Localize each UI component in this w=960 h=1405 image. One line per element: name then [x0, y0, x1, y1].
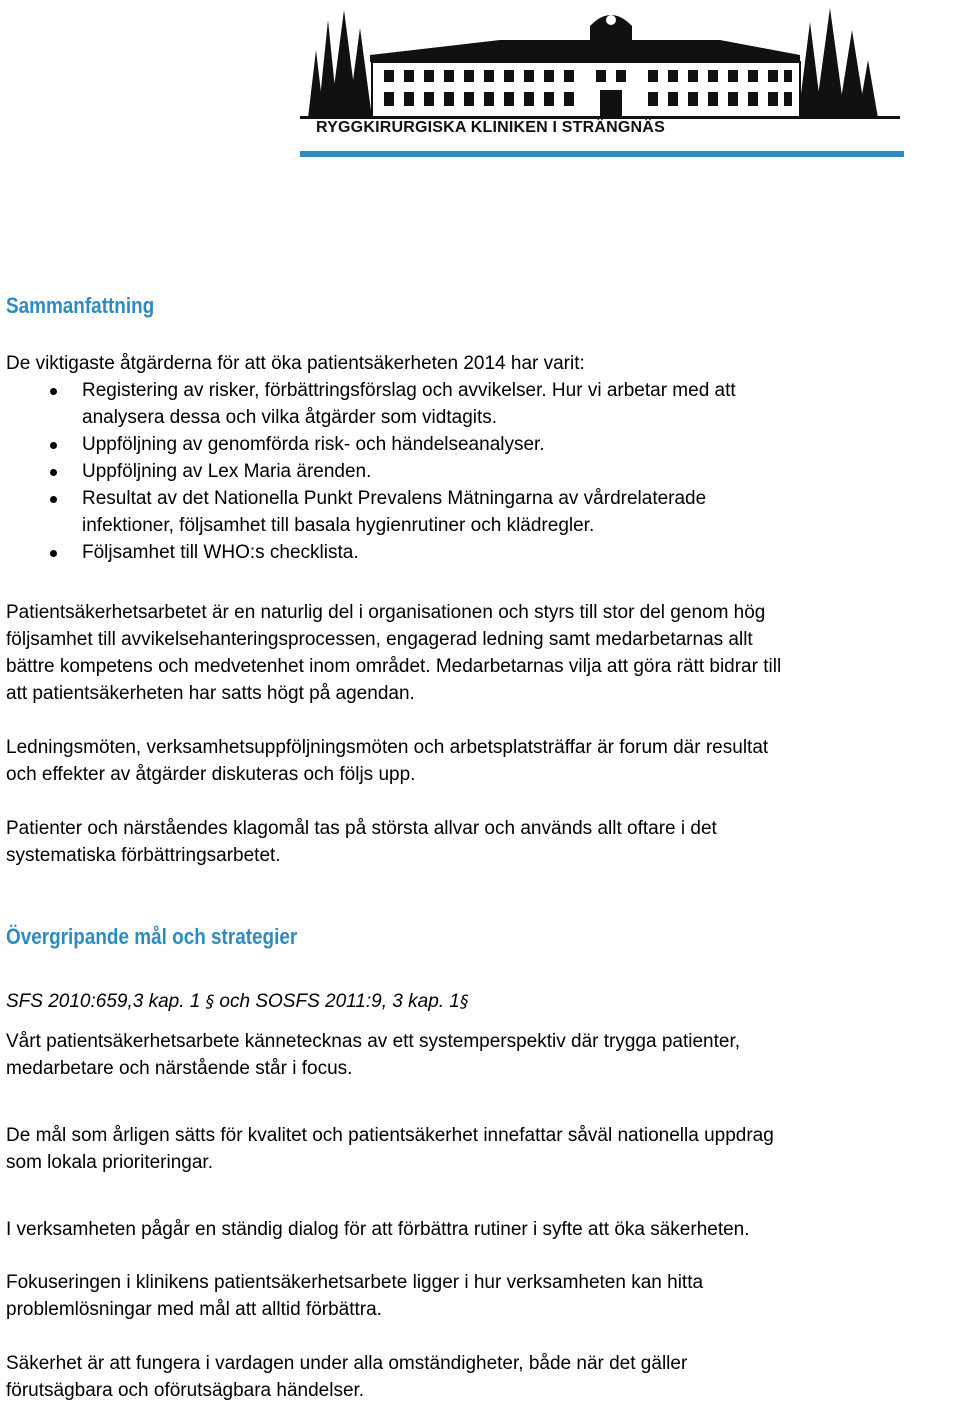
- list-item: Resultat av det Nationella Punkt Prevalens Mätningarna av vårdrelaterade infektioner, följsamhet till basala hygienrutiner och klädregler.: [0, 485, 960, 539]
- clinic-logo: [300, 0, 910, 160]
- list-item: Registering av risker, förbättringsförslag och avvikelser. Hur vi arbetar med att analysera dessa och vilka åtgärder som vidtagits.: [0, 377, 960, 431]
- paragraph: Patienter och närståendes klagomål tas på största allvar och används allt oftare i det systematiska förbättringsarbetet.: [6, 818, 717, 866]
- bullet-icon: [50, 442, 57, 449]
- heading-goals: Övergripande mål och strategier: [6, 924, 298, 949]
- intro-text: De viktigaste åtgärderna för att öka patientsäkerheten 2014 har varit:: [6, 353, 585, 374]
- paragraph: I verksamheten pågår en ständig dialog för att förbättra rutiner i syfte att öka säkerheten.: [6, 1219, 750, 1240]
- paragraph: Vårt patientsäkerhetsarbete kännetecknas av ett systemperspektiv där trygga patienter, medarbetare och närstående står i focus.: [6, 1031, 741, 1079]
- bullet-icon: [50, 388, 57, 395]
- list-item: Uppföljning av Lex Maria ärenden.: [0, 458, 960, 485]
- bullet-icon: [50, 550, 57, 557]
- list-item: Uppföljning av genomförda risk- och händelseanalyser.: [0, 431, 960, 458]
- list-item: Följsamhet till WHO:s checklista.: [0, 539, 960, 566]
- paragraph: De mål som årligen sätts för kvalitet och patientsäkerhet innefattar såväl nationella uppdrag som lokala prioriteringar.: [6, 1125, 774, 1173]
- bullet-icon: [50, 496, 57, 503]
- measures-list: [0, 377, 960, 566]
- paragraph: Fokuseringen i klinikens patientsäkerhetsarbete ligger i hur verksamheten kan hitta problemlösningar med mål att alltid förbättra.: [6, 1272, 704, 1320]
- legal-reference: SFS 2010:659,3 kap. 1 § och SOSFS 2011:9, 3 kap. 1§: [6, 991, 469, 1012]
- clinic-name: RYGGKIRURGISKA KLINIKEN I STRÄNGNÄS: [316, 119, 665, 136]
- paragraph: Patientsäkerhetsarbetet är en naturlig del i organisationen och styrs till stor del genom hög följsamhet till avvikelsehanteringsprocessen, engagerad ledning samt medarbetarnas allt bättre kompetens och medvetenhet inom området. Medarbetarnas vilja att göra rätt bidrar till att patientsäkerheten har satts högt på agendan.: [6, 602, 782, 704]
- bullet-icon: [50, 469, 57, 476]
- heading-summary: Sammanfattning: [6, 293, 155, 318]
- logo-accent-bar: [300, 151, 904, 157]
- paragraph: Ledningsmöten, verksamhetsuppföljningsmöten och arbetsplatsträffar är forum där resultat och effekter av åtgärder diskuteras och följs upp.: [6, 737, 769, 785]
- paragraph: Säkerhet är att fungera i vardagen under alla omständigheter, både när det gäller förutsägbara och oförutsägbara händelser.: [6, 1353, 688, 1401]
